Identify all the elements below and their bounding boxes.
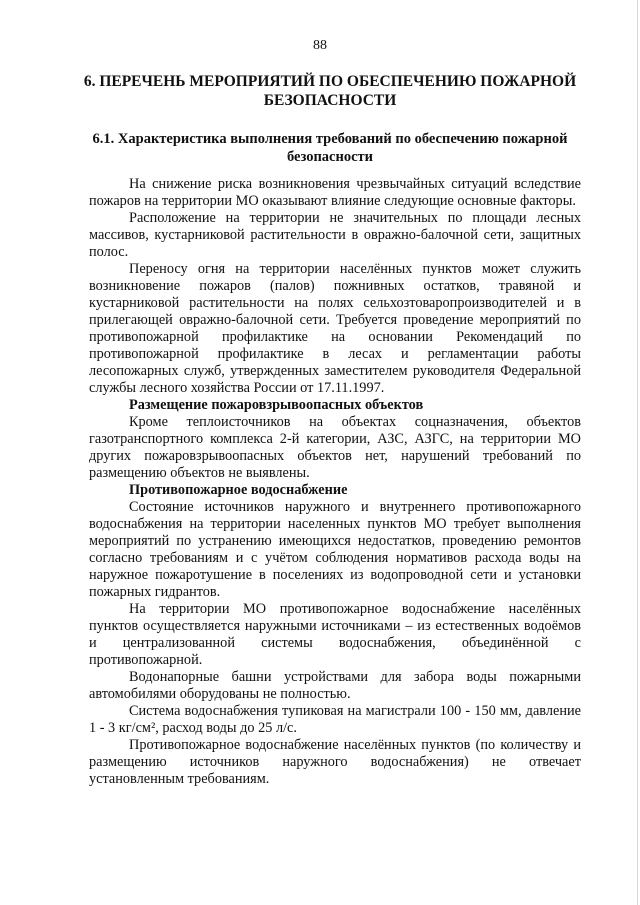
page-edge <box>637 0 638 905</box>
paragraph: Переносу огня на территории населённых пунктов может служить возникновение пожаров (палов) пожнивных остатков, травяной и кустарниковой растительности на полях сельхозтоваропроизводителей и в прилегающей овражно-балочной сети. Требуется проведение мероприятий по противопожарной профилактике на основании Рекомендаций по противопожарной профилактике в лесах и регламентации работы лесопожарных служб, утвержденных заместителем руководителя Федеральной службы лесного хозяйства России от 17.11.1997. <box>89 261 581 396</box>
paragraph-heading: Противопожарное водоснабжение <box>129 482 348 498</box>
paragraph: На территории МО противопожарное водоснабжение населённых пунктов осуществляется наружными источниками – из естественных водоёмов и централизованной системы водоснабжения, объединённой с противопожарной. <box>89 601 581 668</box>
section-title: 6. ПЕРЕЧЕНЬ МЕРОПРИЯТИЙ ПО ОБЕСПЕЧЕНИЮ ПОЖАРНОЙ БЕЗОПАСНОСТИ <box>83 73 577 109</box>
subsection-title: 6.1. Характеристика выполнения требований по обеспечению пожарной безопасности <box>92 131 568 165</box>
paragraph: Система водоснабжения тупиковая на магистрали 100 - 150 мм, давление 1 - 3 кг/см², расход воды до 25 л/с. <box>89 703 581 736</box>
paragraph: Противопожарное водоснабжение населённых пунктов (по количеству и размещению источников наружного водоснабжения) не отвечает установленным требованиям. <box>89 737 581 787</box>
body-text <box>89 176 581 788</box>
paragraph-heading: Размещение пожаровзрывоопасных объектов <box>129 397 424 413</box>
paragraph: Состояние источников наружного и внутреннего противопожарного водоснабжения на территории населенных пунктов МО требует выполнения мероприятий по устранению имеющихся недостатков, проведению ремонтов согласно требованиям и с учётом соблюдения нормативов расхода воды на наружное пожаротушение в поселениях из водопроводной сети и установки пожарных гидрантов. <box>89 499 581 600</box>
paragraph: Расположение на территории не значительных по площади лесных массивов, кустарниковой растительности в овражно-балочной сети, защитных полос. <box>89 210 581 260</box>
page-number: 88 <box>313 38 327 53</box>
paragraph: Водонапорные башни устройствами для забора воды пожарными автомобилями оборудованы не полностью. <box>89 669 581 702</box>
paragraph: На снижение риска возникновения чрезвычайных ситуаций вследствие пожаров на территории МО оказывают влияние следующие основные факторы. <box>89 176 581 209</box>
paragraph: Кроме теплоисточников на объектах соцназначения, объектов газотранспортного комплекса 2-й категории, АЗС, АЗГС, на территории МО других пожаровзрывоопасных объектов нет, нарушений требований по размещению объектов не выявлены. <box>89 414 581 481</box>
